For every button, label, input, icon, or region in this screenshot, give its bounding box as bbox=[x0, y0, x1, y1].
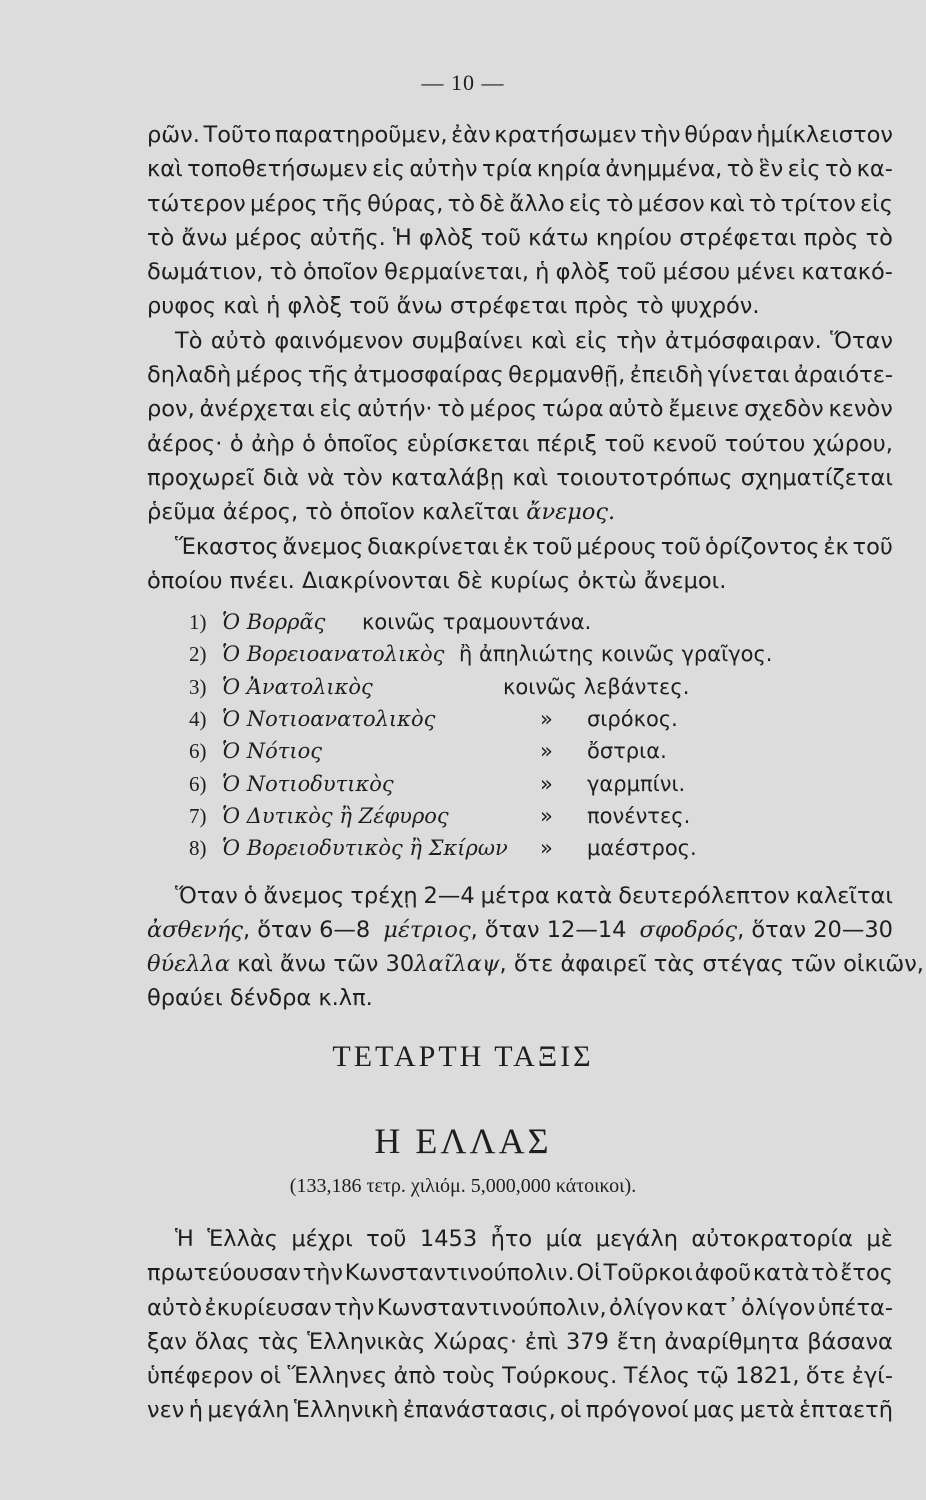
word: θύρας, bbox=[367, 190, 444, 217]
word: ἀνημμένα, bbox=[605, 156, 723, 183]
wind-name: Ὁ Ἀνατολικὸς bbox=[222, 674, 373, 699]
word: κενὸν bbox=[828, 396, 893, 423]
word: φλὸξ bbox=[418, 224, 474, 251]
word: τὸ bbox=[811, 1260, 839, 1287]
list-item bbox=[147, 735, 893, 767]
list-number: 2) bbox=[189, 642, 207, 667]
wind-common-name: σιρόκος. bbox=[587, 707, 678, 732]
word: μέρος bbox=[235, 362, 304, 389]
word: κάτω bbox=[528, 224, 589, 251]
word: ἀφοῦ bbox=[694, 1260, 752, 1287]
word: αὐτὸ bbox=[147, 1294, 203, 1321]
term-storm: θύελλα bbox=[147, 951, 231, 978]
word: τὸ bbox=[447, 190, 475, 217]
word: κατὰ bbox=[555, 882, 613, 909]
wind-common-name: κοινῶς τραμουντάνα. bbox=[362, 610, 592, 635]
text-line: ὁποίου πνέει. Διακρίνονται δὲ κυρίως ὀκτὼ ἄνεμοι. bbox=[147, 567, 727, 594]
word: Κωνσταντινούπολιν. bbox=[344, 1260, 575, 1287]
word: Τὸ bbox=[175, 327, 203, 354]
ditto-mark: » bbox=[540, 739, 553, 764]
word: ὅτε bbox=[805, 1363, 846, 1390]
word: Κωνσταντινούπολιν, bbox=[376, 1294, 607, 1321]
word: Ἑλληνικὰς bbox=[307, 1328, 426, 1355]
wind-common-name: ὄστρια. bbox=[587, 739, 667, 764]
text-line bbox=[147, 1393, 893, 1427]
text-fragment bbox=[383, 913, 626, 947]
text-line bbox=[147, 324, 893, 358]
word: ὅλας bbox=[194, 1328, 250, 1355]
word: κα- bbox=[856, 156, 893, 183]
word: ρῶν. bbox=[147, 122, 200, 148]
word: ἦτο bbox=[490, 1226, 533, 1252]
word: τὸ bbox=[606, 190, 634, 217]
word: μέσον bbox=[637, 190, 705, 217]
word: ἐκυρίευσαν bbox=[204, 1294, 332, 1321]
term-strong: σφοδρός bbox=[639, 916, 738, 943]
text-line bbox=[147, 530, 893, 564]
word: συμβαίνει bbox=[411, 327, 523, 354]
word: μένει bbox=[736, 259, 796, 286]
word: τὴν bbox=[616, 327, 657, 354]
word: πέριξ bbox=[536, 430, 598, 457]
word: κρατήσωμεν bbox=[494, 122, 637, 148]
word: τὴν bbox=[640, 122, 681, 148]
text-line bbox=[147, 427, 893, 461]
word: Ὅταν bbox=[175, 882, 238, 909]
word: αὐτοκρατορία bbox=[691, 1226, 853, 1252]
word: μέσου bbox=[662, 259, 731, 286]
chapter-title: Η ΕΛΛΑΣ bbox=[374, 1121, 552, 1161]
word: ὁποῖον bbox=[303, 259, 379, 286]
word: τὸ bbox=[437, 396, 465, 423]
word: ἐκ bbox=[823, 533, 849, 560]
text-line bbox=[147, 461, 893, 495]
wind-name: Ὁ Νοτιοανατολικὸς bbox=[222, 707, 436, 732]
word: προχωρεῖ bbox=[147, 464, 255, 491]
word: τοῦ bbox=[660, 533, 702, 560]
wind-name: Ὁ Βορειοδυτικὸς ἢ Σκίρων bbox=[222, 836, 508, 861]
word: κηρίου bbox=[595, 224, 673, 251]
word: ἐκ bbox=[502, 533, 529, 560]
word: οἱ bbox=[259, 1363, 282, 1390]
word: στρέφεται bbox=[679, 224, 797, 251]
word: ὑπέτα- bbox=[817, 1294, 893, 1321]
word: ἄνεμος bbox=[263, 882, 345, 909]
word: ὁρίζοντος bbox=[704, 533, 820, 560]
text-line bbox=[147, 1359, 893, 1393]
text-line bbox=[147, 495, 893, 529]
word: πρὸς bbox=[803, 224, 859, 251]
word: ἐγί- bbox=[851, 1363, 893, 1390]
word: ὀλίγον bbox=[741, 1294, 816, 1321]
word: ἀὴρ bbox=[251, 430, 295, 457]
word: μὲ bbox=[866, 1226, 893, 1252]
word: τὸ bbox=[147, 224, 175, 251]
word: ἄνεμος bbox=[282, 533, 364, 560]
term-hurricane: λαῖλαψ bbox=[414, 951, 500, 978]
word: εἰς bbox=[568, 190, 602, 217]
word: τὸ bbox=[726, 156, 755, 183]
list-number: 7) bbox=[189, 803, 207, 828]
word: μέρος bbox=[469, 396, 538, 423]
word: ἄνω bbox=[181, 224, 228, 251]
word: ἓν bbox=[758, 156, 784, 183]
text-fragment: , ὅταν 20—30 bbox=[737, 916, 893, 943]
main-text bbox=[147, 118, 924, 1016]
word: τοποθετήσωμεν bbox=[187, 156, 368, 183]
word: οἱ bbox=[560, 1397, 582, 1424]
word: δηλαδὴ bbox=[147, 362, 232, 389]
word: καὶ bbox=[708, 190, 745, 217]
word: εὑρίσκεται bbox=[406, 430, 530, 457]
word: ὀλίγον bbox=[609, 1294, 684, 1321]
word: τρίτον bbox=[780, 190, 856, 217]
word: Τούρκους. bbox=[502, 1363, 618, 1390]
text-fragment: καὶ ἄνω τῶν 30 bbox=[237, 951, 415, 978]
word: καλεῖται bbox=[795, 882, 893, 909]
word: Τέλος bbox=[623, 1363, 690, 1390]
text-fragment bbox=[147, 913, 370, 947]
word: καταλάβῃ bbox=[390, 464, 505, 491]
word: Τοῦτο bbox=[203, 122, 272, 148]
word: πρόγονοί bbox=[585, 1397, 689, 1424]
chapter-subtitle: (133,186 τετρ. χιλιόμ. 5,000,000 κάτοικοι). bbox=[289, 1175, 637, 1197]
word: κενοῦ bbox=[652, 430, 718, 457]
word: Ἡ bbox=[393, 224, 412, 251]
word: ἐπὶ bbox=[524, 1328, 559, 1355]
text-line bbox=[147, 913, 893, 947]
word: τὰς bbox=[257, 1328, 300, 1355]
list-number: 1) bbox=[189, 610, 207, 635]
word: διὰ bbox=[262, 464, 299, 491]
word: μας bbox=[692, 1397, 736, 1424]
paragraph-greece-history bbox=[147, 1222, 893, 1428]
word: ὁποῖος bbox=[323, 430, 400, 457]
word: θερμαίνεται, bbox=[384, 259, 530, 286]
list-item bbox=[147, 606, 893, 638]
text-line bbox=[147, 118, 893, 152]
ditto-mark: » bbox=[540, 836, 553, 861]
list-number: 4) bbox=[189, 707, 207, 732]
word: τὸν bbox=[342, 464, 383, 491]
word: φλὸξ bbox=[555, 259, 611, 286]
list-number: 3) bbox=[189, 674, 207, 699]
text-line bbox=[147, 152, 893, 186]
text-line bbox=[147, 947, 924, 981]
word: νεν bbox=[147, 1397, 185, 1424]
text-fragment: , ὅταν 12—14 bbox=[470, 916, 627, 943]
word: μέρος bbox=[249, 190, 318, 217]
text-line bbox=[147, 255, 893, 289]
text-fragment: ῥεῦμα ἀέρος, τὸ ὁποῖον καλεῖται bbox=[147, 499, 520, 526]
word: τοῦ bbox=[604, 430, 645, 457]
word: ὁ bbox=[302, 430, 316, 457]
word: ἡ bbox=[535, 259, 550, 286]
word: μετὰ bbox=[739, 1397, 795, 1424]
word: τὸ bbox=[748, 190, 777, 217]
word: τώτερον bbox=[147, 190, 246, 217]
word: σχεδὸν bbox=[744, 396, 824, 423]
word: μία bbox=[545, 1226, 583, 1252]
word: τὸ bbox=[865, 224, 893, 251]
list-number: 8) bbox=[189, 836, 207, 861]
word: εἰς bbox=[372, 156, 405, 183]
word: μεγάλη bbox=[595, 1226, 678, 1252]
text-line: ρυφος καὶ ἡ φλὸξ τοῦ ἄνω στρέφεται πρὸς τὸ ψυχρόν. bbox=[147, 293, 760, 320]
word: ρον, bbox=[147, 396, 195, 423]
word: Ἡ bbox=[175, 1226, 194, 1252]
text-line bbox=[147, 1256, 893, 1290]
word: διακρίνεται bbox=[367, 533, 500, 560]
list-item bbox=[147, 800, 893, 832]
word: αὐτὴν bbox=[409, 156, 478, 183]
ditto-mark: » bbox=[540, 707, 553, 732]
term-wind: ἄνεμος. bbox=[526, 499, 616, 526]
word: τὴν bbox=[334, 1294, 375, 1321]
word: αὐτὸ bbox=[608, 396, 664, 423]
term-moderate: μέτριος bbox=[383, 916, 471, 943]
word: αὐτὸ bbox=[210, 327, 267, 354]
word: χώρου, bbox=[812, 430, 893, 457]
word: καὶ bbox=[147, 156, 183, 183]
text-line bbox=[147, 358, 893, 392]
wind-name: Ὁ Νοτιοδυτικὸς bbox=[222, 771, 394, 796]
word: ἄλλο bbox=[509, 190, 565, 217]
text-line bbox=[147, 1222, 893, 1256]
word: ἡ bbox=[188, 1397, 203, 1424]
section-heading: ΤΕΤΑΡΤΗ ΤΑΞΙΣ bbox=[332, 1040, 594, 1073]
word: τρέχῃ bbox=[350, 882, 418, 909]
word: Ὅταν bbox=[830, 327, 893, 354]
word: ἀτμοσφαίρας bbox=[353, 362, 504, 389]
list-number: 6) bbox=[189, 739, 207, 764]
word: τοῦ bbox=[852, 533, 893, 560]
word: τοιουτοτρόπως bbox=[556, 464, 733, 491]
word: σχηματίζεται bbox=[740, 464, 893, 491]
word: τοὺς bbox=[442, 1363, 496, 1390]
word: Οἱ bbox=[576, 1260, 602, 1287]
word: ἡμίκλειστον bbox=[756, 122, 893, 148]
word: ὁ bbox=[229, 430, 244, 457]
word: μέρος bbox=[234, 224, 303, 251]
word: πρωτεύουσαν bbox=[147, 1260, 301, 1287]
word: παρατηροῦμεν, bbox=[274, 122, 448, 148]
word: τοῦ bbox=[480, 224, 521, 251]
word: αὐτήν· bbox=[357, 396, 433, 423]
wind-common-name: κοινῶς λεβάντες. bbox=[503, 674, 690, 699]
word: ἀέρος· bbox=[147, 430, 223, 457]
word: κατακό- bbox=[801, 259, 893, 286]
word: καὶ bbox=[512, 464, 549, 491]
word: 2—4 bbox=[423, 882, 475, 909]
list-item bbox=[147, 768, 893, 800]
page-number: — 10 — bbox=[421, 70, 505, 95]
wind-common-name: πονέντες. bbox=[587, 803, 691, 828]
word: κηρία bbox=[536, 156, 601, 183]
word: δωμάτιον, bbox=[147, 259, 264, 286]
wind-common-name: ἢ ἀπηλιώτης κοινῶς γραῖγος. bbox=[459, 642, 773, 667]
word: ἐπειδὴ bbox=[629, 362, 704, 389]
word: θύραν bbox=[684, 122, 753, 148]
text-line: θραύει δένδρα κ.λπ. bbox=[147, 985, 373, 1012]
word: αὐτῆς. bbox=[309, 224, 386, 251]
list-item bbox=[147, 703, 893, 735]
word: δὲ bbox=[479, 190, 506, 217]
word: τοῦ bbox=[616, 259, 657, 286]
word: τώρα bbox=[542, 396, 604, 423]
word: καὶ bbox=[530, 327, 567, 354]
word: ἀναρίθμητα bbox=[664, 1328, 800, 1355]
wind-name: Ὁ Νότιος bbox=[222, 739, 322, 764]
word: ἀπὸ bbox=[393, 1363, 436, 1390]
text-fragment: , ὅτε ἀφαιρεῖ τὰς στέγας τῶν οἰκιῶν, bbox=[499, 951, 924, 978]
wind-list bbox=[147, 606, 893, 864]
text-fragment bbox=[414, 947, 924, 981]
word: ἔτος bbox=[840, 1260, 893, 1287]
word: νὰ bbox=[307, 464, 335, 491]
text-line bbox=[147, 392, 893, 426]
paragraph-atmosphere bbox=[147, 324, 893, 530]
word: ἔμεινε bbox=[668, 396, 740, 423]
word: τοῦ bbox=[366, 1226, 407, 1252]
list-item bbox=[147, 671, 893, 703]
text-fragment bbox=[639, 913, 893, 947]
wind-name: Ὁ Βορειοανατολικὸς bbox=[222, 642, 445, 667]
word: μέτρα bbox=[480, 882, 550, 909]
word: τῆς bbox=[307, 362, 349, 389]
word: εἰς bbox=[787, 156, 821, 183]
word: ὁ bbox=[243, 882, 258, 909]
word: Τοῦρκοι bbox=[603, 1260, 693, 1287]
paragraph-wind-speeds bbox=[147, 879, 924, 1016]
wind-common-name: μαέστρος. bbox=[587, 836, 697, 861]
text-line bbox=[147, 1291, 893, 1325]
ditto-mark: » bbox=[540, 771, 553, 796]
word: τὸ bbox=[824, 156, 853, 183]
text-line bbox=[147, 187, 893, 221]
wind-name: Ὁ Βορρᾶς bbox=[222, 610, 326, 635]
word: ὑπέφερον bbox=[147, 1363, 254, 1390]
text-fragment: , ὅταν 6—8 bbox=[242, 916, 371, 943]
word: ἐὰν bbox=[451, 122, 491, 148]
list-item bbox=[147, 832, 893, 864]
word: Ἑλληνικὴ bbox=[293, 1397, 399, 1424]
list-item bbox=[147, 638, 893, 670]
word: τούτου bbox=[724, 430, 806, 457]
word: κατὰ bbox=[752, 1260, 810, 1287]
word: ἀτμόσφαιραν. bbox=[664, 327, 822, 354]
word: ἐπανάστασις, bbox=[402, 1397, 556, 1424]
word: μέχρι bbox=[291, 1226, 353, 1252]
word: τοῦ bbox=[532, 533, 573, 560]
word: δευτερόλεπτον bbox=[618, 882, 790, 909]
list-number: 6) bbox=[189, 771, 207, 796]
word: τῷ bbox=[696, 1363, 729, 1390]
word: ξαν bbox=[147, 1328, 187, 1355]
word: τῆς bbox=[321, 190, 363, 217]
text-line bbox=[147, 1325, 893, 1359]
word: ἀραιότε- bbox=[793, 362, 893, 389]
word: ἀνέρχεται bbox=[199, 396, 315, 423]
word: εἰς bbox=[574, 327, 608, 354]
text-line bbox=[147, 221, 893, 255]
word: βάσανα bbox=[807, 1328, 893, 1355]
word: ἑπταετῆ bbox=[798, 1397, 893, 1424]
word: τὴν bbox=[302, 1260, 343, 1287]
word: 1821, bbox=[735, 1363, 800, 1390]
word: μέρους bbox=[576, 533, 657, 560]
wind-name: Ὁ Δυτικὸς ἢ Ζέφυρος bbox=[222, 803, 449, 828]
paragraph-candles bbox=[147, 118, 893, 324]
word: 379 bbox=[565, 1328, 609, 1355]
word: 1453 bbox=[419, 1226, 478, 1252]
word: γίνεται bbox=[707, 362, 790, 389]
word: φαινόμενον bbox=[274, 327, 404, 354]
word: μεγάλη bbox=[207, 1397, 290, 1424]
ditto-mark: » bbox=[540, 803, 553, 828]
word: τρία bbox=[482, 156, 533, 183]
word: Χώρας· bbox=[433, 1328, 518, 1355]
paragraph-wind-types bbox=[147, 530, 893, 599]
word: Ἕκαστος bbox=[175, 533, 279, 560]
word: θερμανθῇ, bbox=[508, 362, 626, 389]
word: εἰς bbox=[860, 190, 893, 217]
word: τὸ bbox=[269, 259, 297, 286]
term-weak: ἀσθενής bbox=[147, 916, 243, 943]
word: κατ᾽ bbox=[685, 1294, 739, 1321]
word: εἰς bbox=[319, 396, 353, 423]
word: Ἕλληνες bbox=[287, 1363, 388, 1390]
wind-common-name: γαρμπίνι. bbox=[587, 771, 686, 796]
text-fragment bbox=[147, 947, 414, 981]
text-line bbox=[147, 879, 893, 913]
word: ἔτη bbox=[616, 1328, 657, 1355]
word: Ἑλλὰς bbox=[207, 1226, 278, 1252]
